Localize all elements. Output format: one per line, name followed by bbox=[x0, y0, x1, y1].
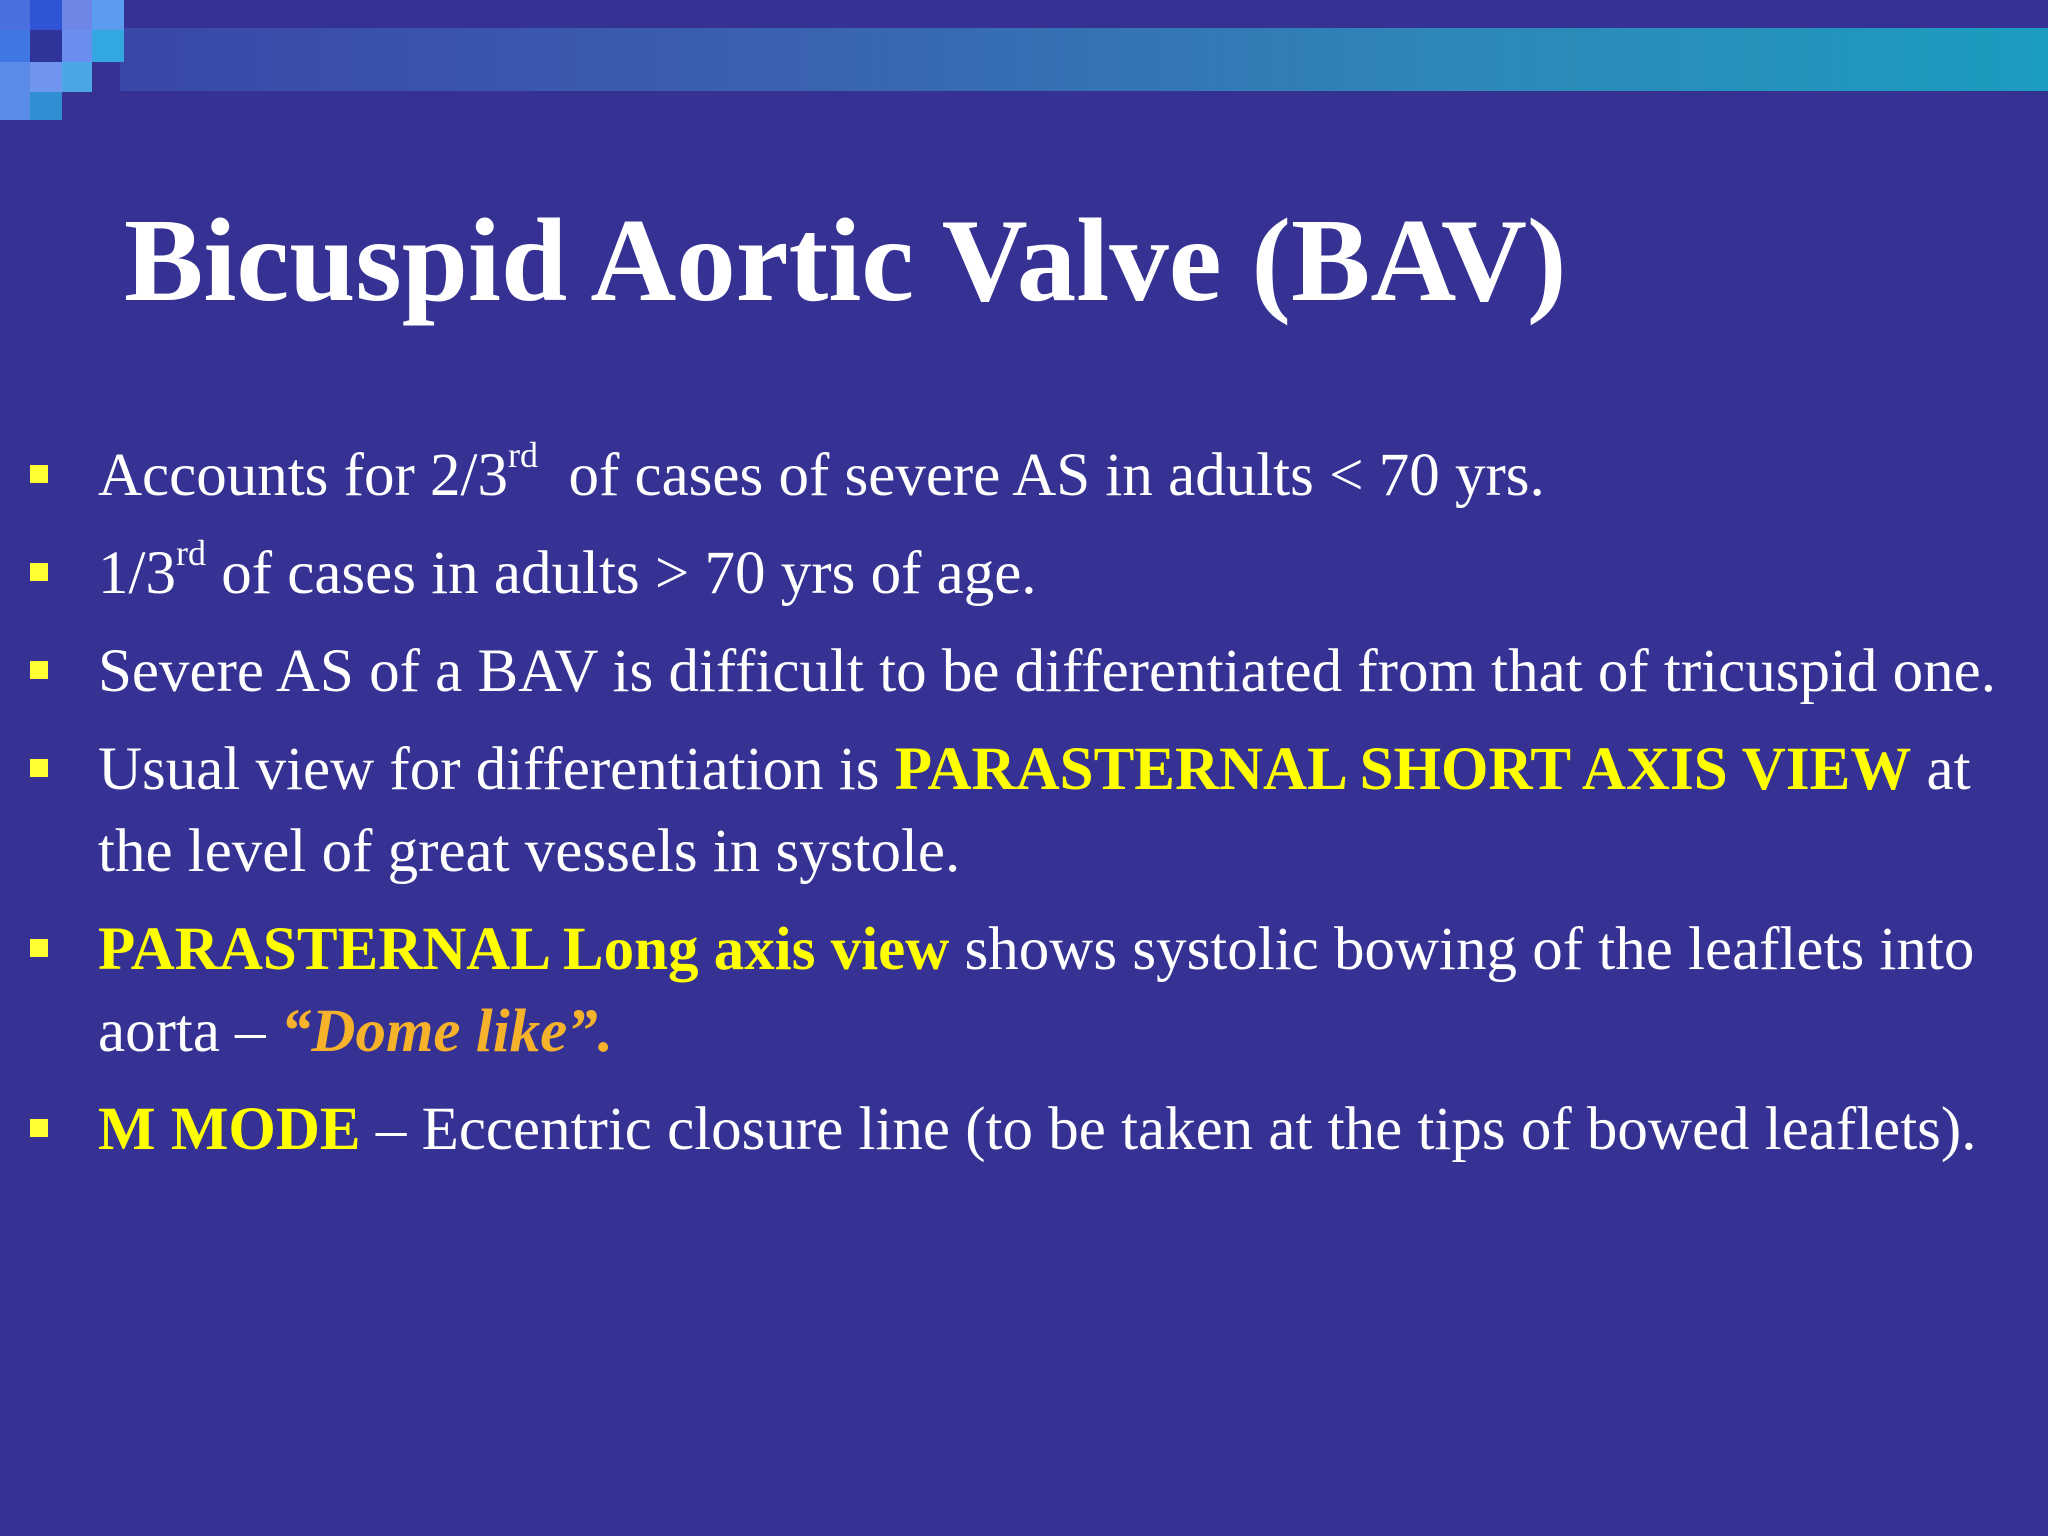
bullet-item-4 bbox=[0, 729, 2048, 893]
bullet-text: 1/3 bbox=[98, 540, 176, 607]
bullet-item-2 bbox=[0, 533, 2048, 615]
bullet-item-1 bbox=[0, 435, 2048, 517]
bullet-list bbox=[0, 435, 2048, 1187]
highlighted-text: PARASTERNAL Long axis view bbox=[98, 916, 950, 983]
corner-square bbox=[30, 30, 62, 62]
bullet-item-5 bbox=[0, 909, 2048, 1073]
top-decorative-band bbox=[120, 28, 2048, 91]
bullet-text: of cases of severe AS in adults < 70 yrs. bbox=[537, 442, 1545, 509]
corner-square bbox=[0, 0, 30, 30]
bullet-item-6 bbox=[0, 1089, 2048, 1171]
corner-square bbox=[62, 0, 92, 30]
corner-square bbox=[30, 0, 62, 30]
corner-square bbox=[0, 30, 30, 62]
corner-square bbox=[62, 62, 92, 92]
bullet-text: Usual view for differentiation is bbox=[98, 736, 895, 803]
bullet-text: Severe AS of a BAV is difficult to be differentiated from that of tricuspid one. bbox=[98, 638, 1996, 705]
bullet-text: at the level of great vessels in systole. bbox=[98, 736, 1971, 885]
bullet-text: Accounts for 2/3 bbox=[98, 442, 508, 509]
bullet-item-3 bbox=[0, 631, 2048, 713]
corner-square bbox=[30, 92, 62, 120]
superscript: rd bbox=[507, 435, 538, 475]
corner-square bbox=[0, 62, 30, 120]
superscript: rd bbox=[175, 533, 206, 573]
slide-title: Bicuspid Aortic Valve (BAV) bbox=[124, 194, 1567, 326]
highlighted-text: M MODE bbox=[98, 1096, 361, 1163]
corner-square bbox=[30, 62, 62, 92]
corner-square bbox=[92, 0, 124, 30]
square-bullet-icon bbox=[30, 465, 48, 483]
square-bullet-icon bbox=[30, 1119, 48, 1137]
corner-square bbox=[92, 30, 124, 62]
bullet-text: of cases in adults > 70 yrs of age. bbox=[205, 540, 1037, 607]
square-bullet-icon bbox=[30, 939, 48, 957]
bullet-text: shows systolic bowing of the leaflets into aorta – bbox=[98, 916, 1975, 1065]
square-bullet-icon bbox=[30, 661, 48, 679]
square-bullet-icon bbox=[30, 759, 48, 777]
corner-square bbox=[62, 30, 92, 62]
square-bullet-icon bbox=[30, 563, 48, 581]
emphasized-text: “Dome like”. bbox=[280, 998, 613, 1065]
highlighted-text: PARASTERNAL SHORT AXIS VIEW bbox=[894, 736, 1912, 803]
bullet-text: – Eccentric closure line (to be taken at the tips of bowed leaflets). bbox=[360, 1096, 1977, 1163]
